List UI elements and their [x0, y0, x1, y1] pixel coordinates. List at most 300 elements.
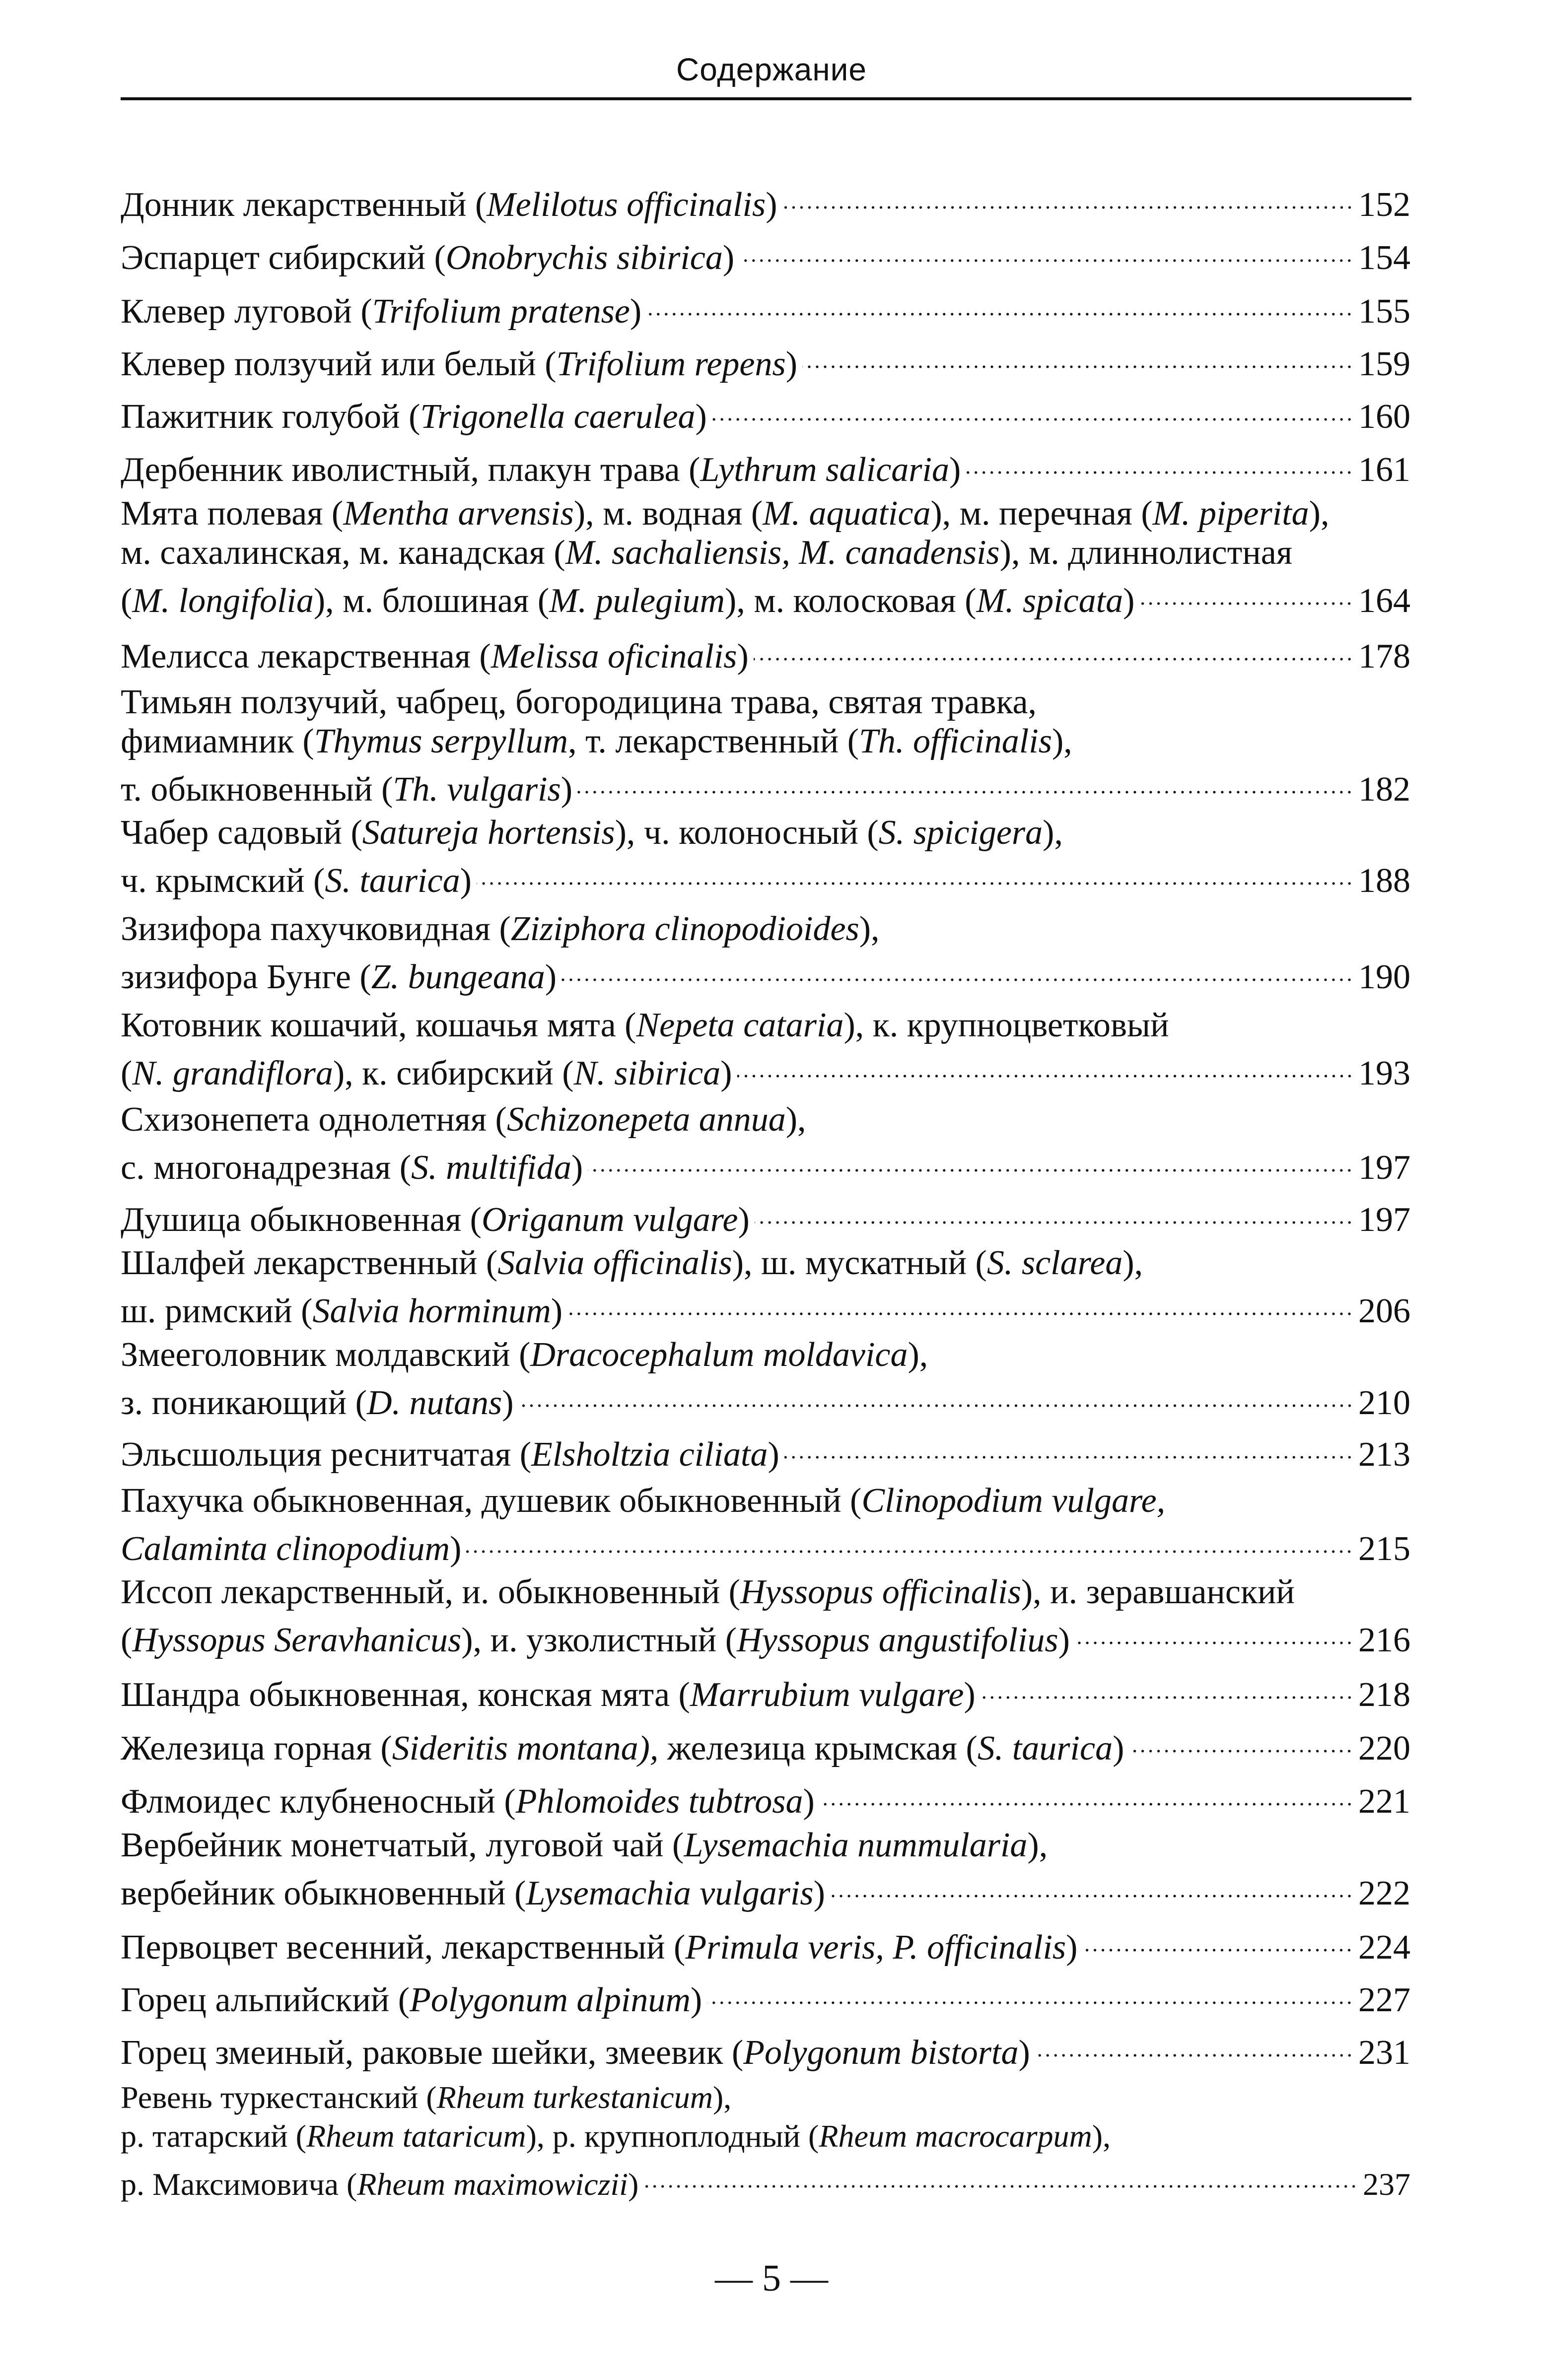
dot-leader: [1075, 1612, 1353, 1651]
toc-entry[interactable]: [121, 1666, 1410, 1714]
toc-entry-line: [121, 722, 1410, 761]
toc-entry[interactable]: [121, 1006, 1410, 1092]
toc-entry-line: [121, 1139, 1410, 1187]
russian-name: Котовник кошачий, кошачья мята (: [121, 1006, 636, 1044]
toc-entry-line: [121, 1191, 1410, 1239]
toc-entry-line: [121, 1006, 1410, 1045]
toc-entry-text: [121, 637, 749, 677]
toc-entry-text: [121, 1621, 1070, 1660]
russian-name: ): [768, 1435, 779, 1474]
dot-leader: [1139, 572, 1353, 612]
toc-entry[interactable]: [121, 1826, 1410, 1912]
latin-name: Melissa oficinalis: [491, 637, 737, 676]
dot-leader: [966, 441, 1353, 481]
russian-name: с. многонадрезная (: [121, 1149, 412, 1187]
latin-name: Rheum maximowiczii: [357, 2167, 629, 2202]
dot-leader: [712, 388, 1353, 428]
russian-name: Мята полевая (: [121, 494, 344, 533]
toc-entry[interactable]: [121, 229, 1410, 277]
toc-entry-line: [121, 1520, 1410, 1568]
dot-leader: [739, 229, 1353, 269]
russian-name: Клевер ползучий или белый (: [121, 345, 557, 383]
toc-page-number: 213: [1358, 1435, 1410, 1474]
toc-entry-line: [121, 813, 1410, 852]
dot-leader: [754, 628, 1353, 668]
latin-name: Dracocephalum moldavica: [530, 1336, 908, 1374]
toc-page-number: 159: [1358, 345, 1410, 383]
toc-entry-text: [121, 957, 557, 997]
toc-entry-text: [121, 1054, 732, 1093]
toc-page-number: 210: [1358, 1384, 1410, 1422]
toc-entry-text: [121, 1481, 1165, 1521]
russian-name: Тимьян ползучий, чабрец, богородицина трава, святая травка,: [121, 683, 1037, 721]
toc-entry-line: [121, 229, 1410, 277]
russian-name: ), к. сибирский (: [333, 1054, 574, 1092]
toc-page-number: 164: [1358, 582, 1410, 620]
latin-name: Rheum tataricum: [306, 2118, 526, 2154]
toc-entry-text: [121, 861, 472, 901]
toc-entry[interactable]: [121, 628, 1410, 676]
latin-name: Ziziphora clinopodioides: [510, 910, 859, 948]
toc-page-number: 218: [1358, 1676, 1410, 1714]
russian-name: Пахучка обыкновенная, душевик обыкновенный (: [121, 1482, 862, 1520]
russian-name: ): [722, 239, 735, 277]
toc-entry-line: [121, 1426, 1410, 1474]
toc-entry-text: [121, 682, 1037, 722]
russian-name: ),: [1052, 722, 1072, 760]
toc-entry-text: [121, 1243, 1143, 1283]
toc-entry-text: [121, 1200, 750, 1240]
latin-name: Polygonum alpinum: [410, 1981, 691, 2019]
russian-name: Донник лекарственный (: [121, 186, 487, 224]
russian-name: ): [545, 958, 557, 996]
dot-leader: [519, 1374, 1353, 1414]
dot-leader: [820, 1773, 1353, 1813]
toc-entry-text: [121, 1826, 1048, 1865]
russian-name: ): [450, 1530, 462, 1568]
toc-entry[interactable]: [121, 1919, 1410, 1967]
russian-name: Змееголовник молдавский (: [121, 1336, 531, 1374]
toc-entry-line: [121, 1612, 1410, 1659]
dot-leader: [567, 1283, 1353, 1322]
toc-entry-line: [121, 909, 1410, 949]
russian-name: (: [121, 1621, 133, 1659]
toc-entry[interactable]: [121, 2078, 1410, 2202]
russian-name: Чабер садовый (: [121, 814, 362, 852]
toc-page-number: 161: [1358, 451, 1410, 489]
toc-entry-text: [121, 581, 1134, 621]
toc-entry-text: [121, 533, 1292, 573]
latin-name: Rheum macrocarpum: [819, 2118, 1092, 2154]
russian-name: ): [561, 770, 573, 809]
latin-name: M. spicata: [976, 582, 1123, 620]
latin-name: N. grandiflora: [132, 1054, 333, 1092]
russian-name: ), м. колосковая (: [725, 582, 977, 620]
page-number: — 5 —: [715, 2257, 828, 2299]
russian-name: Клевер луговой (: [121, 292, 372, 331]
russian-name: ): [766, 186, 777, 224]
russian-name: ),: [1027, 1826, 1048, 1864]
russian-name: р. татарский (: [121, 2118, 306, 2154]
russian-name: зизифора Бунге (: [121, 958, 371, 996]
toc-entry-line: [121, 628, 1410, 676]
russian-name: т. обыкновенный (: [121, 770, 393, 809]
russian-name: ),: [1092, 2118, 1111, 2154]
russian-name: ),: [785, 1100, 806, 1139]
russian-name: ), и. зеравшанский: [1021, 1573, 1295, 1611]
russian-name: Флмоидес клубненосный (: [121, 1782, 516, 1821]
toc-entry-line: [121, 761, 1410, 809]
russian-name: Мелисса лекарственная (: [121, 637, 491, 676]
toc-entry-text: [121, 1292, 562, 1331]
latin-name: Nepeta cataria: [636, 1006, 844, 1044]
toc-entry-line: [121, 1243, 1410, 1283]
toc-entry-text: [121, 238, 734, 278]
dot-leader: [577, 761, 1353, 801]
latin-name: M. longifolia: [132, 582, 314, 620]
russian-name: ): [628, 2167, 639, 2202]
latin-name: Trigonella caerulea: [420, 398, 696, 436]
toc-page-number: 224: [1358, 1928, 1410, 1967]
russian-name: Ревень туркестанский (: [121, 2080, 437, 2115]
latin-name: Trifolium pratense: [372, 292, 630, 331]
toc-entry-line: [121, 1100, 1410, 1139]
toc-entry-text: [121, 344, 797, 384]
toc-entry-line: [121, 949, 1410, 996]
toc-entry[interactable]: [121, 909, 1410, 996]
latin-name: S. taurica: [977, 1729, 1113, 1768]
toc-entry[interactable]: [121, 813, 1410, 900]
russian-name: ): [1113, 1729, 1124, 1768]
latin-name: N. sibirica: [573, 1054, 721, 1092]
header-rule: [121, 97, 1411, 100]
russian-name: Душица обыкновенная (: [121, 1201, 482, 1239]
toc-entry[interactable]: [121, 1426, 1410, 1474]
russian-name: ): [571, 1149, 583, 1187]
russian-name: Дербенник иволистный, плакун трава (: [121, 451, 701, 489]
toc-entry-line: [121, 572, 1410, 620]
toc-entry-line: [121, 1720, 1410, 1768]
toc-entry[interactable]: [121, 1572, 1410, 1659]
russian-name: ), и. узколистный (: [461, 1621, 737, 1659]
latin-name: Elsholtzia ciliata: [531, 1435, 768, 1474]
page-header-title: Содержание: [676, 52, 867, 87]
toc-page-number: 216: [1358, 1621, 1410, 1659]
latin-name: S. taurica: [325, 862, 460, 900]
latin-name: Clinopodium vulgare,: [861, 1482, 1166, 1520]
dot-leader: [466, 1520, 1353, 1560]
toc-page-number: 237: [1363, 2167, 1410, 2202]
russian-name: фимиамник (: [121, 722, 314, 760]
latin-name: Origanum vulgare: [481, 1201, 738, 1239]
latin-name: Rheum turkestanicum: [436, 2080, 713, 2115]
toc-entry-text: [121, 1335, 928, 1375]
toc-entry-line: [121, 533, 1410, 572]
toc-entry-text: [121, 1980, 702, 2020]
russian-name: ), ч. колоносный (: [615, 814, 879, 852]
toc-entry[interactable]: [121, 494, 1410, 620]
latin-name: Calaminta clinopodium: [121, 1530, 450, 1568]
toc-entry-text: [121, 1729, 1124, 1768]
russian-name: (: [121, 582, 133, 620]
russian-name: Горец альпийский (: [121, 1981, 410, 2019]
latin-name: Salvia officinalis: [497, 1244, 732, 1282]
latin-name: Z. bungeana: [371, 958, 545, 996]
toc-entry[interactable]: [121, 1191, 1410, 1239]
toc-entry-text: [121, 813, 1063, 853]
toc-entry[interactable]: [121, 441, 1410, 489]
toc-entry-text: [121, 2078, 731, 2117]
toc-entry-line: [121, 176, 1410, 224]
russian-name: ): [460, 862, 472, 900]
russian-name: ): [695, 398, 707, 436]
toc-entry-line: [121, 388, 1410, 436]
russian-name: ): [1018, 2034, 1030, 2072]
toc-entry-text: [121, 397, 707, 437]
toc-entry[interactable]: [121, 1335, 1410, 1422]
dot-leader: [784, 1426, 1353, 1466]
russian-name: , т. лекарственный (: [568, 722, 859, 760]
toc-page-number: 197: [1358, 1201, 1410, 1239]
toc-page-number: 154: [1358, 239, 1410, 277]
toc-entry-line: [121, 494, 1410, 533]
toc-entry-line: [121, 1666, 1410, 1714]
latin-name: M. piperita: [1152, 494, 1309, 533]
dot-leader: [755, 1191, 1353, 1231]
russian-name: ), м. водная (: [573, 494, 763, 533]
toc-entry-line: [121, 852, 1410, 900]
toc-entry[interactable]: [121, 336, 1410, 383]
toc-entry-text: [121, 185, 777, 225]
toc-entry-text: [121, 1874, 825, 1913]
russian-name: ), р. крупноплодный (: [526, 2118, 819, 2154]
russian-name: Пажитник голубой (: [121, 398, 421, 436]
russian-name: ), м. перечная (: [930, 494, 1153, 533]
toc-entry-line: [121, 283, 1410, 331]
russian-name: ),: [1043, 814, 1063, 852]
russian-name: (: [121, 1054, 133, 1092]
toc-entry-line: [121, 1972, 1410, 2019]
toc-page-number: 227: [1358, 1981, 1410, 2019]
dot-leader: [1035, 2024, 1353, 2064]
dot-leader: [588, 1139, 1353, 1179]
latin-name: Th. vulgaris: [393, 770, 561, 809]
toc-entry-line: [121, 2155, 1410, 2202]
latin-name: S. multifida: [411, 1149, 571, 1187]
toc-page-number: 220: [1358, 1729, 1410, 1768]
toc-entry-line: [121, 2024, 1410, 2072]
dot-leader: [981, 1666, 1353, 1706]
russian-name: Железица горная (: [121, 1729, 392, 1768]
toc-page-number: 188: [1358, 862, 1410, 900]
toc-entry-line: [121, 2078, 1410, 2116]
toc-entry[interactable]: [121, 283, 1410, 331]
latin-name: Mentha arvensis: [343, 494, 574, 533]
russian-name: ): [803, 1782, 815, 1821]
latin-name: Hyssopus Seravhanicus: [132, 1621, 462, 1659]
latin-name: S. sclarea: [986, 1244, 1123, 1282]
latin-name: Hyssopus angustifolius: [737, 1621, 1058, 1659]
russian-name: ): [813, 1874, 825, 1912]
toc-page-number: 152: [1358, 186, 1410, 224]
toc-entry-line: [121, 2116, 1410, 2155]
dot-leader: [561, 949, 1353, 988]
toc-entry-line: [121, 1919, 1410, 1967]
dot-leader: [477, 852, 1353, 892]
dot-leader: [782, 176, 1354, 216]
russian-name: ),: [1309, 494, 1330, 533]
russian-name: Зизифора пахучковидная (: [121, 910, 511, 948]
latin-name: Th. officinalis: [859, 722, 1052, 760]
russian-name: ш. римский (: [121, 1292, 313, 1330]
russian-name: ): [737, 637, 749, 676]
russian-name: ),: [1122, 1244, 1143, 1282]
russian-name: ): [964, 1676, 976, 1714]
toc-entry[interactable]: [121, 1972, 1410, 2019]
toc-page-number: 206: [1358, 1292, 1410, 1330]
latin-name: Lysemachia vulgaris: [526, 1874, 814, 1912]
latin-name: Schizonepeta annua: [506, 1100, 786, 1139]
russian-name: Схизонепета однолетняя (: [121, 1100, 507, 1139]
toc-page-number: 160: [1358, 398, 1410, 436]
toc-entry-text: [121, 450, 961, 490]
latin-name: M. aquatica: [763, 494, 931, 533]
toc-entry-text: [121, 494, 1329, 534]
toc-page-number: 221: [1358, 1782, 1410, 1821]
latin-name: M. sachaliensis, M. canadensis: [565, 534, 1000, 572]
toc-entry[interactable]: [121, 176, 1410, 224]
russian-name: Шандра обыкновенная, конская мята (: [121, 1676, 690, 1714]
russian-name: Вербейник монетчатый, луговой чай (: [121, 1826, 684, 1864]
latin-name: Thymus serpyllum: [314, 722, 568, 760]
toc-entry-text: [121, 292, 641, 332]
russian-name: Шалфей лекарственный (: [121, 1244, 498, 1282]
toc-page-number: 231: [1358, 2034, 1410, 2072]
russian-name: ), к. крупноцветковый: [843, 1006, 1169, 1044]
latin-name: Polygonum bistorta: [743, 2034, 1019, 2072]
latin-name: S. spicigera: [878, 814, 1043, 852]
russian-name: ): [551, 1292, 563, 1330]
toc-entry-line: [121, 1335, 1410, 1374]
russian-name: ): [738, 1201, 750, 1239]
toc-entry[interactable]: [121, 682, 1410, 809]
russian-name: ): [785, 345, 798, 383]
toc-page-number: 197: [1358, 1149, 1410, 1187]
russian-name: ), м. длиннолистная: [999, 534, 1293, 572]
toc-entry[interactable]: [121, 1720, 1410, 1768]
russian-name: ): [630, 292, 642, 331]
toc-entry-line: [121, 1826, 1410, 1865]
dot-leader: [707, 1972, 1353, 2011]
dot-leader: [737, 1045, 1354, 1085]
toc-entry-text: [121, 1006, 1169, 1045]
latin-name: Lythrum salicaria: [700, 451, 949, 489]
toc-entry-line: [121, 1283, 1410, 1330]
toc-entry-text: [121, 1675, 976, 1715]
russian-name: ),: [712, 2080, 732, 2115]
toc-entry[interactable]: [121, 2024, 1410, 2072]
russian-name: ): [1066, 1928, 1078, 1967]
russian-name: з. поникающий (: [121, 1384, 367, 1422]
toc-entry[interactable]: [121, 388, 1410, 436]
latin-name: Lysemachia nummularia: [684, 1826, 1028, 1864]
latin-name: Salvia horminum: [312, 1292, 551, 1330]
toc-entry-text: [121, 1383, 514, 1423]
toc-entry[interactable]: [121, 1243, 1410, 1330]
toc-page-number: 178: [1358, 637, 1410, 676]
latin-name: Primula veris, P. officinalis: [685, 1928, 1066, 1967]
russian-name: Горец змеиный, раковые шейки, змеевик (: [121, 2034, 744, 2072]
toc-entry-line: [121, 441, 1410, 489]
russian-name: ): [720, 1054, 732, 1092]
toc-entry-line: [121, 1572, 1410, 1612]
toc-entry-text: [121, 1572, 1295, 1612]
russian-name: Эльсшольция реснитчатая (: [121, 1435, 532, 1474]
latin-name: Melilotus officinalis: [487, 186, 766, 224]
russian-name: вербейник обыкновенный (: [121, 1874, 526, 1912]
toc-entry[interactable]: [121, 1773, 1410, 1821]
toc-entry-text: [121, 1435, 779, 1475]
latin-name: Onobrychis sibirica: [445, 239, 723, 277]
latin-name: D. nutans: [366, 1384, 502, 1422]
toc-entry-text: [121, 2033, 1030, 2073]
russian-name: ): [949, 451, 961, 489]
russian-name: р. Максимовича (: [121, 2167, 357, 2202]
toc-entry-text: [121, 2165, 638, 2204]
latin-name: M. pulegium: [549, 582, 725, 620]
toc-entry[interactable]: [121, 1100, 1410, 1187]
russian-name: Эспарцет сибирский (: [121, 239, 446, 277]
toc-entry-line: [121, 1481, 1410, 1520]
russian-name: ): [1058, 1621, 1070, 1659]
toc-entry-line: [121, 682, 1410, 722]
latin-name: Satureja hortensis: [362, 814, 615, 852]
russian-name: ч. крымский (: [121, 862, 325, 900]
toc-entry-text: [121, 1100, 806, 1140]
latin-name: Hyssopus officinalis: [740, 1573, 1021, 1611]
toc-page-number: 155: [1358, 292, 1410, 331]
dot-leader: [830, 1865, 1353, 1904]
toc-entry-text: [121, 1529, 461, 1569]
toc-entry[interactable]: [121, 1481, 1410, 1568]
toc-entry-text: [121, 1928, 1077, 1968]
toc-entry-text: [121, 1782, 815, 1822]
toc-entry-text: [121, 2116, 1111, 2156]
toc-entry-line: [121, 336, 1410, 383]
russian-name: ): [1123, 582, 1135, 620]
toc-entry-line: [121, 1773, 1410, 1821]
toc-entry-line: [121, 1045, 1410, 1092]
latin-name: Phlomoides tubtrosa: [515, 1782, 803, 1821]
toc-page-number: 215: [1358, 1530, 1410, 1568]
dot-leader: [646, 283, 1353, 323]
russian-name: ),: [859, 910, 880, 948]
russian-name: ), м. блошиная (: [313, 582, 550, 620]
toc-page-number: 193: [1358, 1054, 1410, 1092]
russian-name: ): [502, 1384, 514, 1422]
toc-entry-line: [121, 1374, 1410, 1422]
toc-entry-text: [121, 770, 572, 810]
dot-leader: [643, 2155, 1358, 2195]
dot-leader: [802, 336, 1353, 375]
toc-page-number: 222: [1358, 1874, 1410, 1912]
russian-name: железица крымская (: [658, 1729, 978, 1768]
russian-name: ),: [908, 1336, 928, 1374]
latin-name: Marrubium vulgare: [690, 1676, 964, 1714]
toc-page-number: 190: [1358, 958, 1410, 996]
latin-name: Trifolium repens: [556, 345, 786, 383]
russian-name: ): [690, 1981, 702, 2019]
